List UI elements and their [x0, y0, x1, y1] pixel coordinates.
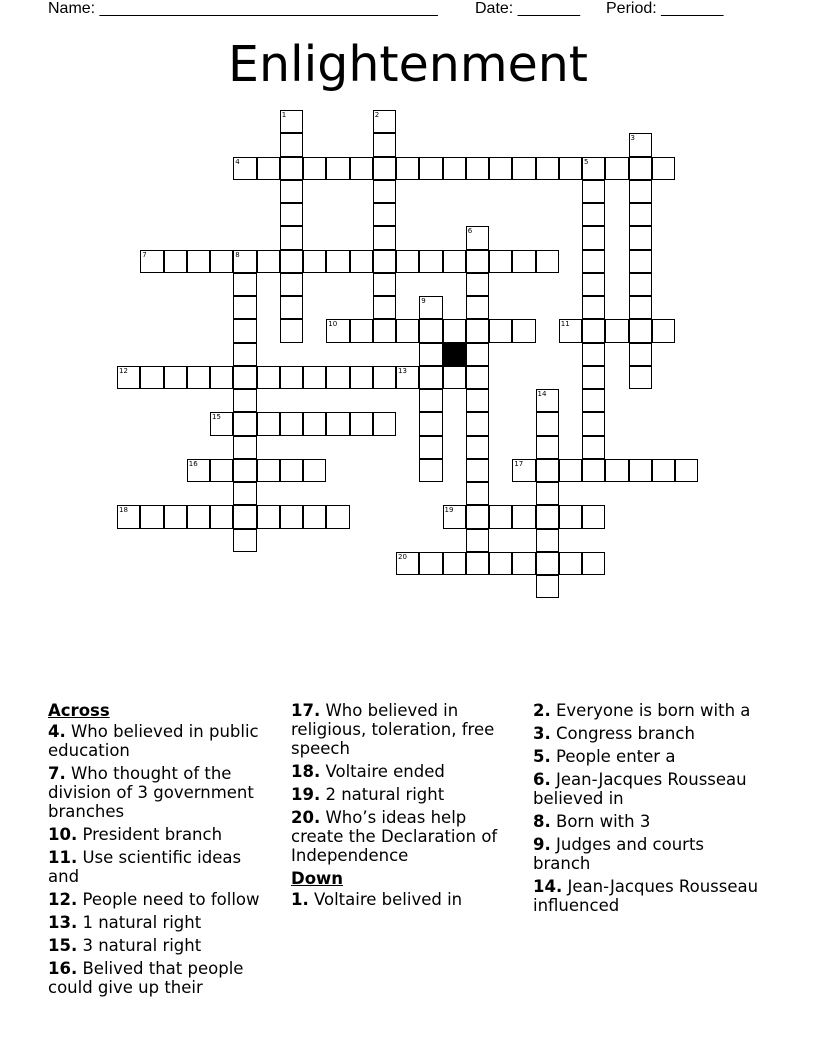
grid-cell[interactable]: [443, 157, 466, 180]
clue-number: 6: [467, 227, 473, 236]
down-heading: Down: [291, 869, 344, 888]
grid-cell[interactable]: [536, 575, 559, 598]
grid-cell[interactable]: [373, 250, 396, 273]
grid-cell[interactable]: [210, 412, 233, 435]
clue-text: Use scientific ideas and: [48, 848, 242, 886]
grid-cell[interactable]: [489, 157, 512, 180]
across-clue: [48, 959, 276, 997]
grid-cell[interactable]: [605, 157, 628, 180]
grid-cell[interactable]: [233, 250, 256, 273]
grid-cell[interactable]: [466, 552, 489, 575]
clue-number: 3: [630, 134, 635, 143]
grid-cell[interactable]: [233, 366, 256, 389]
grid-cell[interactable]: [536, 412, 559, 435]
grid-cell[interactable]: [303, 505, 326, 528]
grid-cell[interactable]: [629, 157, 652, 180]
clue-number: 12: [119, 366, 128, 375]
clue-number-label: 13.: [48, 913, 78, 932]
grid-cell[interactable]: [629, 203, 652, 226]
grid-cell[interactable]: [419, 319, 442, 342]
across-clue: [291, 785, 519, 804]
grid-cell[interactable]: [210, 505, 233, 528]
clue-number-label: 20.: [291, 808, 321, 827]
grid-cell[interactable]: [629, 296, 652, 319]
grid-cell[interactable]: [373, 110, 396, 133]
grid-cell[interactable]: [350, 157, 373, 180]
grid-cell[interactable]: [536, 482, 559, 505]
clue-number: 13: [398, 366, 407, 375]
grid-cell[interactable]: [350, 366, 373, 389]
grid-cell[interactable]: [257, 157, 280, 180]
grid-cell[interactable]: [233, 412, 256, 435]
clue-text: Who believed in public education: [48, 722, 259, 760]
grid-cell[interactable]: [396, 319, 419, 342]
grid-cell[interactable]: [419, 412, 442, 435]
grid-cell[interactable]: [582, 226, 605, 249]
clue-number: 1: [281, 111, 287, 119]
grid-cell[interactable]: [164, 250, 187, 273]
grid-cell[interactable]: [419, 250, 442, 273]
grid-cell[interactable]: [280, 203, 303, 226]
clue-text: President branch: [77, 825, 223, 844]
grid-cell[interactable]: [582, 157, 605, 180]
grid-cell[interactable]: [675, 459, 698, 482]
grid-cell[interactable]: [629, 319, 652, 342]
clue-number: 8: [235, 250, 240, 259]
grid-cell[interactable]: [629, 180, 652, 203]
grid-cell[interactable]: [303, 412, 326, 435]
grid-cell[interactable]: [233, 482, 256, 505]
grid-cell[interactable]: [605, 459, 628, 482]
grid-cell[interactable]: [559, 505, 582, 528]
clue-number-label: 8.: [533, 812, 551, 831]
clue-number: 9: [421, 297, 426, 305]
grid-cell[interactable]: [512, 505, 535, 528]
grid-cell[interactable]: [303, 366, 326, 389]
clue-text: Who believed in religious, toleration, free speech: [291, 701, 495, 758]
grid-cell[interactable]: [466, 273, 489, 296]
grid-cell[interactable]: [233, 505, 256, 528]
grid-cell[interactable]: [536, 459, 559, 482]
grid-cell[interactable]: [373, 296, 396, 319]
clue-text: Judges and courts branch: [533, 835, 705, 873]
grid-cell[interactable]: [419, 343, 442, 366]
grid-cell[interactable]: [489, 552, 512, 575]
clue-number-label: 10.: [48, 825, 78, 844]
grid-cell[interactable]: [280, 412, 303, 435]
grid-cell[interactable]: [187, 459, 210, 482]
clue-number-label: 18.: [291, 762, 321, 781]
across-heading: Across: [48, 701, 110, 720]
clue-text: Jean-Jacques Rousseau believed in: [533, 770, 747, 808]
across-clue: [48, 936, 276, 955]
grid-cell[interactable]: [350, 412, 373, 435]
grid-cell[interactable]: [629, 343, 652, 366]
clue-number: 5: [584, 157, 589, 166]
clue-number: 16: [188, 459, 198, 468]
grid-cell[interactable]: [466, 250, 489, 273]
clue-text: Congress branch: [550, 724, 695, 743]
clue-text: 2 natural right: [320, 785, 445, 804]
grid-cell[interactable]: [489, 319, 512, 342]
grid-cell[interactable]: [559, 459, 582, 482]
grid-cell[interactable]: [350, 250, 373, 273]
grid-cell[interactable]: [582, 412, 605, 435]
grid-cell[interactable]: [582, 389, 605, 412]
grid-cell[interactable]: [373, 273, 396, 296]
grid-cell[interactable]: [140, 250, 163, 273]
grid-cell[interactable]: [257, 412, 280, 435]
grid-cell[interactable]: [280, 226, 303, 249]
clues-column-1: [48, 701, 276, 1001]
down-clue: [533, 835, 761, 873]
grid-cell[interactable]: [280, 273, 303, 296]
grid-cell[interactable]: [187, 366, 210, 389]
grid-cell[interactable]: [303, 250, 326, 273]
across-clue: [291, 701, 519, 758]
period-blank[interactable]: _______: [661, 0, 724, 17]
grid-cell[interactable]: [396, 366, 419, 389]
clue-number-label: 2.: [533, 701, 551, 720]
grid-cell[interactable]: [512, 319, 535, 342]
clue-number-label: 12.: [48, 890, 78, 909]
clue-number-label: 19.: [291, 785, 321, 804]
across-clue: [48, 913, 276, 932]
grid-cell[interactable]: [280, 459, 303, 482]
down-clue: [533, 770, 761, 808]
grid-cell[interactable]: [396, 157, 419, 180]
black-cell: [443, 343, 466, 366]
clue-number-label: 3.: [533, 724, 551, 743]
grid-cell[interactable]: [210, 459, 233, 482]
clues-column-2: [291, 701, 519, 913]
grid-cell[interactable]: [466, 529, 489, 552]
grid-cell[interactable]: [629, 250, 652, 273]
across-clue: [48, 825, 276, 844]
grid-cell[interactable]: [164, 366, 187, 389]
grid-cell[interactable]: [257, 250, 280, 273]
clue-text: Belived that people could give up their: [48, 959, 244, 997]
clue-number-label: 6.: [533, 770, 551, 789]
clue-text: Jean-Jacques Rousseau influenced: [533, 877, 759, 915]
grid-cell[interactable]: [326, 505, 349, 528]
across-clue: [48, 890, 276, 909]
grid-cell[interactable]: [233, 459, 256, 482]
grid-cell[interactable]: [257, 366, 280, 389]
grid-cell[interactable]: [466, 226, 489, 249]
clue-number-label: 4.: [48, 722, 66, 741]
grid-cell[interactable]: [140, 505, 163, 528]
grid-cell[interactable]: [466, 482, 489, 505]
grid-cell[interactable]: [559, 319, 582, 342]
grid-cell[interactable]: [233, 343, 256, 366]
grid-cell[interactable]: [280, 110, 303, 133]
grid-cell[interactable]: [396, 250, 419, 273]
grid-cell[interactable]: [443, 366, 466, 389]
grid-cell[interactable]: [419, 157, 442, 180]
clue-number: 17: [514, 459, 524, 468]
grid-cell[interactable]: [280, 505, 303, 528]
grid-cell[interactable]: [582, 273, 605, 296]
grid-cell[interactable]: [582, 203, 605, 226]
grid-cell[interactable]: [280, 296, 303, 319]
grid-cell[interactable]: [373, 412, 396, 435]
grid-cell[interactable]: [280, 157, 303, 180]
grid-cell[interactable]: [536, 157, 559, 180]
grid-cell[interactable]: [419, 459, 442, 482]
clue-number-label: 7.: [48, 764, 66, 783]
period-label: Period:: [606, 0, 657, 17]
down-clue: [533, 812, 761, 831]
grid-cell[interactable]: [582, 343, 605, 366]
clues-column-3: [533, 701, 761, 919]
grid-cell[interactable]: [303, 459, 326, 482]
grid-cell[interactable]: [536, 529, 559, 552]
grid-cell[interactable]: [280, 180, 303, 203]
clue-number: 15: [212, 413, 221, 422]
grid-cell[interactable]: [210, 250, 233, 273]
clue-number-label: 1.: [291, 890, 309, 909]
page-title: Enlightenment: [228, 36, 588, 93]
grid-cell[interactable]: [559, 157, 582, 180]
grid-cell[interactable]: [582, 459, 605, 482]
clue-number: 7: [142, 250, 147, 259]
grid-cell[interactable]: [117, 366, 140, 389]
grid-cell[interactable]: [187, 250, 210, 273]
down-clue: [533, 724, 761, 743]
across-clue: [48, 722, 276, 760]
date-label: Date:: [475, 0, 514, 17]
grid-cell[interactable]: [512, 459, 535, 482]
grid-cell[interactable]: [373, 366, 396, 389]
grid-cell[interactable]: [629, 459, 652, 482]
clue-number: 19: [444, 506, 454, 515]
grid-cell[interactable]: [350, 319, 373, 342]
grid-cell[interactable]: [373, 226, 396, 249]
grid-cell[interactable]: [466, 296, 489, 319]
clue-text: Who’s ideas help create the Declaration of Independence: [291, 808, 498, 865]
grid-cell[interactable]: [489, 505, 512, 528]
across-clue: [48, 848, 276, 886]
grid-cell[interactable]: [326, 250, 349, 273]
grid-cell[interactable]: [419, 436, 442, 459]
clue-text: Who thought of the division of 3 government branches: [48, 764, 254, 821]
grid-cell[interactable]: [629, 273, 652, 296]
grid-cell[interactable]: [233, 157, 256, 180]
clue-number: 18: [119, 506, 128, 515]
grid-cell[interactable]: [443, 552, 466, 575]
grid-cell[interactable]: [466, 319, 489, 342]
clue-number-label: 16.: [48, 959, 78, 978]
grid-cell[interactable]: [326, 412, 349, 435]
down-clue: [533, 701, 761, 720]
grid-cell[interactable]: [512, 250, 535, 273]
down-clue: [533, 747, 761, 766]
grid-cell[interactable]: [536, 389, 559, 412]
clue-text: Everyone is born with a: [550, 701, 751, 720]
grid-cell[interactable]: [582, 436, 605, 459]
across-clue: [291, 762, 519, 781]
grid-cell[interactable]: [466, 436, 489, 459]
grid-cell[interactable]: [233, 389, 256, 412]
grid-cell[interactable]: [443, 319, 466, 342]
clue-number: 4: [235, 157, 240, 166]
clue-text: Born with 3: [550, 812, 651, 831]
grid-cell[interactable]: [233, 296, 256, 319]
grid-cell[interactable]: [233, 319, 256, 342]
grid-cell[interactable]: [419, 366, 442, 389]
clue-number: 11: [560, 320, 570, 329]
grid-cell[interactable]: [373, 157, 396, 180]
grid-cell[interactable]: [373, 180, 396, 203]
grid-cell[interactable]: [373, 319, 396, 342]
grid-cell[interactable]: [582, 366, 605, 389]
grid-cell[interactable]: [536, 250, 559, 273]
grid-cell[interactable]: [605, 319, 628, 342]
grid-cell[interactable]: [280, 319, 303, 342]
grid-cell[interactable]: [326, 157, 349, 180]
grid-cell[interactable]: [373, 203, 396, 226]
grid-cell[interactable]: [373, 133, 396, 156]
grid-cell[interactable]: [466, 157, 489, 180]
grid-cell[interactable]: [582, 180, 605, 203]
grid-cell[interactable]: [466, 389, 489, 412]
clue-number: 20: [398, 552, 407, 561]
clue-number: 2: [374, 111, 380, 119]
down-clue: [533, 877, 761, 915]
grid-cell[interactable]: [443, 250, 466, 273]
grid-cell[interactable]: [629, 366, 652, 389]
grid-cell[interactable]: [280, 133, 303, 156]
grid-cell[interactable]: [303, 157, 326, 180]
grid-cell[interactable]: [512, 552, 535, 575]
grid-cell[interactable]: [140, 366, 163, 389]
grid-cell[interactable]: [652, 157, 675, 180]
clue-text: Voltaire belived in: [308, 890, 463, 909]
grid-cell[interactable]: [582, 296, 605, 319]
grid-cell[interactable]: [466, 505, 489, 528]
grid-cell[interactable]: [419, 296, 442, 319]
grid-cell[interactable]: [280, 366, 303, 389]
date-blank[interactable]: _______: [517, 0, 580, 17]
grid-cell[interactable]: [117, 505, 140, 528]
grid-cell[interactable]: [443, 505, 466, 528]
grid-cell[interactable]: [536, 505, 559, 528]
clue-number-label: 15.: [48, 936, 78, 955]
grid-cell[interactable]: [466, 412, 489, 435]
down-clue: [291, 890, 519, 909]
grid-cell[interactable]: [582, 552, 605, 575]
grid-cell[interactable]: [326, 319, 349, 342]
grid-cell[interactable]: [582, 319, 605, 342]
grid-cell[interactable]: [652, 459, 675, 482]
grid-cell[interactable]: [419, 389, 442, 412]
grid-cell[interactable]: [559, 552, 582, 575]
grid-cell[interactable]: [396, 552, 419, 575]
grid-cell[interactable]: [536, 436, 559, 459]
grid-cell[interactable]: [629, 226, 652, 249]
grid-cell[interactable]: [210, 366, 233, 389]
grid-cell[interactable]: [629, 133, 652, 156]
clue-number: 10: [328, 320, 338, 329]
grid-cell[interactable]: [582, 250, 605, 273]
grid-cell[interactable]: [233, 529, 256, 552]
across-clue: [48, 764, 276, 821]
clue-text: Voltaire ended: [320, 762, 445, 781]
grid-cell[interactable]: [257, 459, 280, 482]
grid-cell[interactable]: [233, 436, 256, 459]
grid-cell[interactable]: [187, 505, 210, 528]
grid-cell[interactable]: [280, 250, 303, 273]
clue-number: 14: [537, 390, 547, 398]
clue-number-label: 17.: [291, 701, 321, 720]
grid-cell[interactable]: [466, 343, 489, 366]
grid-cell[interactable]: [326, 366, 349, 389]
grid-cell[interactable]: [582, 505, 605, 528]
name-label: Name:: [48, 0, 96, 17]
across-clue: [291, 808, 519, 865]
grid-cell[interactable]: [257, 505, 280, 528]
clue-text: 3 natural right: [77, 936, 202, 955]
name-blank[interactable]: ______________________________________: [99, 0, 438, 17]
clue-number-label: 14.: [533, 877, 563, 896]
grid-cell[interactable]: [652, 319, 675, 342]
grid-cell[interactable]: [489, 250, 512, 273]
grid-cell[interactable]: [466, 459, 489, 482]
clue-text: 1 natural right: [77, 913, 202, 932]
grid-cell[interactable]: [419, 552, 442, 575]
grid-cell[interactable]: [536, 552, 559, 575]
clue-number-label: 11.: [48, 848, 78, 867]
grid-cell[interactable]: [164, 505, 187, 528]
clue-text: People need to follow: [77, 890, 260, 909]
grid-cell[interactable]: [233, 273, 256, 296]
clue-number-label: 9.: [533, 835, 551, 854]
clue-number-label: 5.: [533, 747, 551, 766]
grid-cell[interactable]: [512, 157, 535, 180]
grid-cell[interactable]: [466, 366, 489, 389]
clue-text: People enter a: [550, 747, 676, 766]
